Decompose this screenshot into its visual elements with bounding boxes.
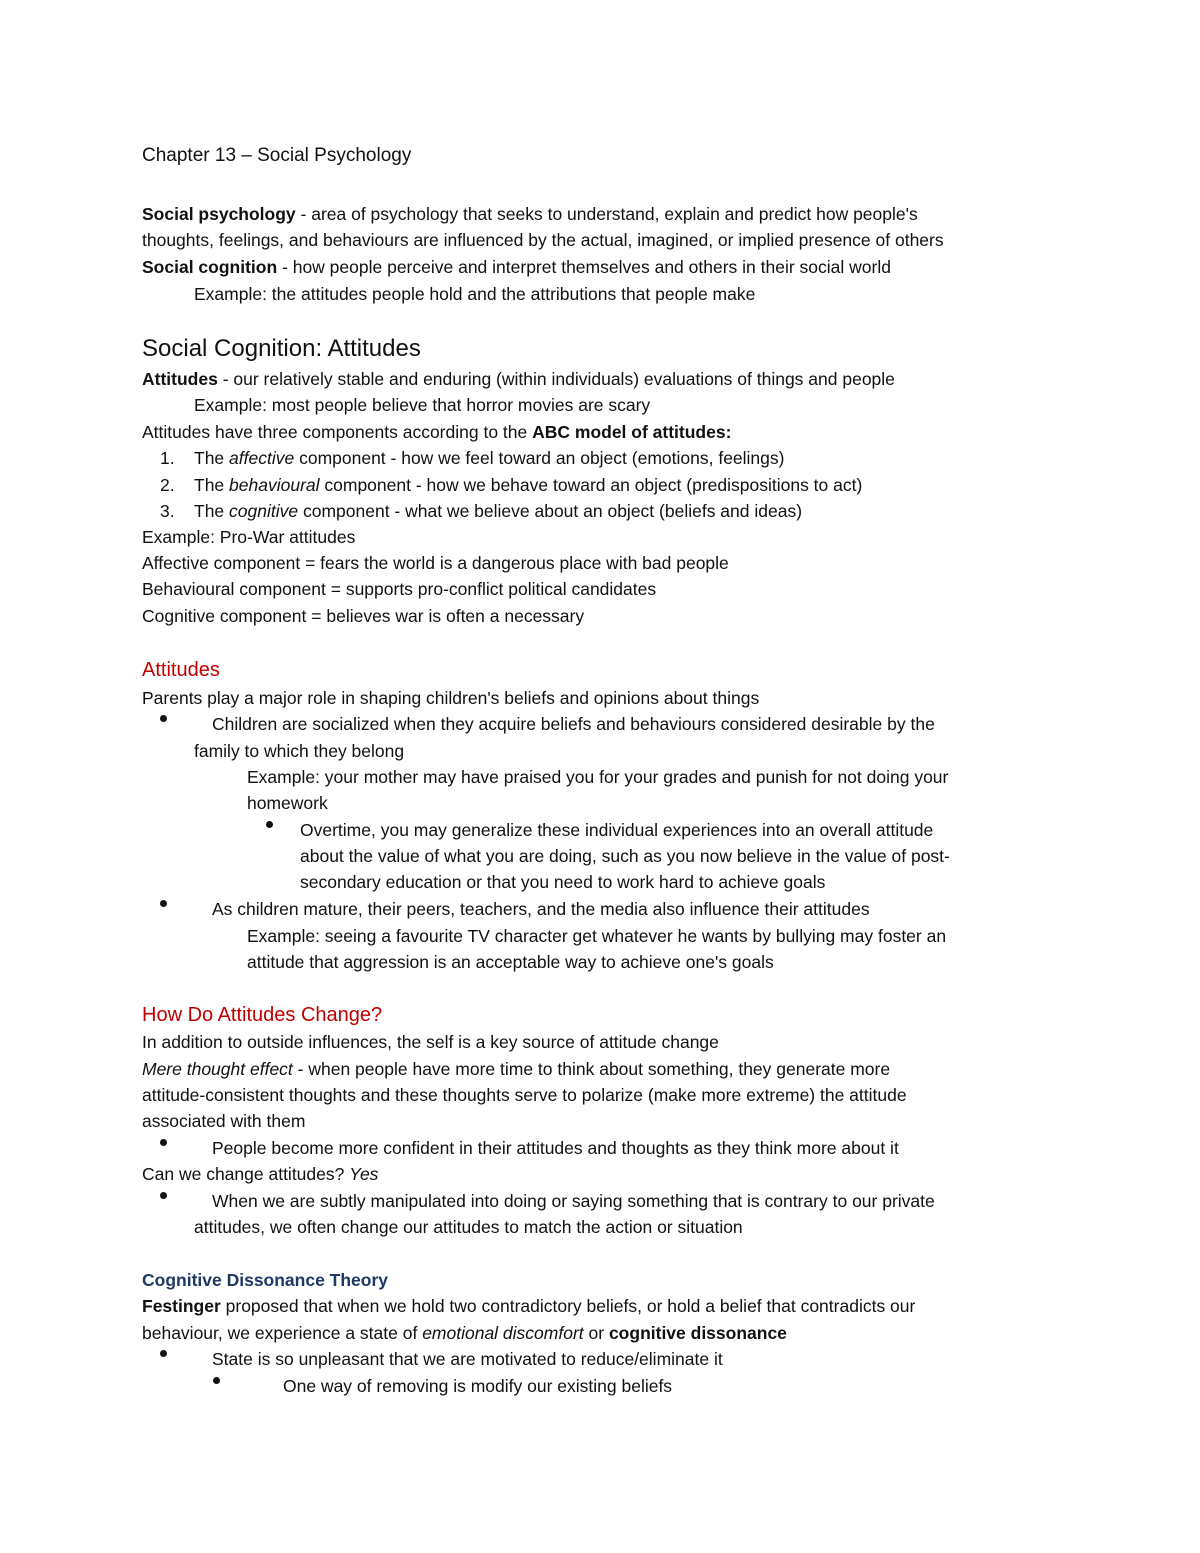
bullet-text: As children mature, their peers, teachers, and the media also influence their attitudes — [212, 899, 870, 919]
list-item — [160, 474, 175, 496]
bullet-icon — [266, 821, 273, 828]
bullet-icon — [213, 1377, 220, 1384]
sub-bullet-text: Overtime, you may generalize these individual experiences into an overall attitude — [300, 820, 934, 840]
example-text: Example: the attitudes people hold and the attributions that people make — [194, 284, 756, 304]
text: component - how we behave toward an object (predispositions to act) — [319, 475, 863, 495]
example-text: Example: your mother may have praised you for your grades and punish for not doing your — [247, 767, 949, 787]
list-item-text — [194, 500, 802, 522]
abc-intro-text: Attitudes have three components according to the — [142, 422, 533, 442]
term: Attitudes — [142, 369, 218, 389]
social-cognition-definition — [142, 256, 891, 278]
page-title: Chapter 13 – Social Psychology — [142, 145, 412, 166]
term: Mere thought effect — [142, 1059, 293, 1079]
list-number: 2. — [160, 475, 175, 495]
paragraph: In addition to outside influences, the self is a key source of attitude change — [142, 1032, 719, 1052]
bullet-icon — [160, 715, 167, 722]
list-number: 1. — [160, 448, 175, 468]
bullet-text: State is so unpleasant that we are motivated to reduce/eliminate it — [212, 1349, 723, 1369]
affective-component-line: Affective component = fears the world is a dangerous place with bad people — [142, 553, 729, 573]
text: or — [583, 1323, 609, 1343]
list-number: 3. — [160, 501, 175, 521]
list-item-text — [194, 447, 784, 469]
section-heading-social-cognition: Social Cognition: Attitudes — [142, 335, 421, 362]
abc-model-intro — [142, 421, 731, 443]
list-item — [160, 500, 175, 522]
definition-text-cont: associated with them — [142, 1111, 306, 1131]
paragraph-cont — [142, 1322, 787, 1344]
definition-text: - our relatively stable and enduring (within individuals) evaluations of things and people — [217, 369, 895, 389]
bullet-text-cont: attitudes, we often change our attitudes to match the action or situation — [194, 1217, 743, 1237]
bullet-icon — [160, 1192, 167, 1199]
sub-bullet-text-cont: about the value of what you are doing, such as you now believe in the value of post- — [300, 846, 950, 866]
text: The — [194, 475, 230, 495]
question-text: Can we change attitudes? — [142, 1164, 350, 1184]
term: Festinger — [142, 1296, 221, 1316]
example-text: Example: most people believe that horror movies are scary — [194, 395, 651, 415]
text: The — [194, 448, 230, 468]
definition-text: - when people have more time to think about something, they generate more — [292, 1059, 891, 1079]
bullet-text: When we are subtly manipulated into doing or saying something that is contrary to our private — [212, 1191, 935, 1211]
bullet-icon — [160, 900, 167, 907]
social-psychology-definition — [142, 203, 918, 225]
emphasis: emotional discomfort — [422, 1323, 584, 1343]
abc-model-term: ABC model of attitudes: — [532, 422, 732, 442]
bullet-icon — [160, 1139, 167, 1146]
text: component - what we believe about an object (beliefs and ideas) — [298, 501, 803, 521]
example-text-cont: attitude that aggression is an acceptable way to achieve one's goals — [247, 952, 774, 972]
emphasis: affective — [229, 448, 295, 468]
social-psychology-definition-cont: thoughts, feelings, and behaviours are influenced by the actual, imagined, or implied presence of others — [142, 230, 944, 250]
sub-bullet-text: One way of removing is modify our existing beliefs — [283, 1376, 673, 1396]
section-heading-attitude-change: How Do Attitudes Change? — [142, 1004, 383, 1026]
text: behaviour, we experience a state of — [142, 1323, 423, 1343]
text: component - how we feel toward an object (emotions, feelings) — [294, 448, 785, 468]
bullet-icon — [160, 1350, 167, 1357]
answer-text: Yes — [349, 1164, 379, 1184]
bullet-text-cont: family to which they belong — [194, 741, 405, 761]
example-text: Example: Pro-War attitudes — [142, 527, 356, 547]
list-item-text — [194, 474, 862, 496]
term: Social cognition — [142, 257, 278, 277]
emphasis: cognitive — [229, 501, 299, 521]
definition-text-cont: attitude-consistent thoughts and these thoughts serve to polarize (make more extreme) the attitude — [142, 1085, 907, 1105]
section-heading-attitudes: Attitudes — [142, 659, 220, 681]
paragraph — [142, 1295, 915, 1317]
definition-text: - area of psychology that seeks to understand, explain and predict how people's — [295, 204, 918, 224]
example-text: Example: seeing a favourite TV character get whatever he wants by bullying may foster an — [247, 926, 947, 946]
section-heading-cognitive-dissonance: Cognitive Dissonance Theory — [142, 1270, 389, 1290]
mere-thought-effect-definition — [142, 1058, 890, 1080]
term: cognitive dissonance — [608, 1323, 787, 1343]
attitudes-definition — [142, 368, 895, 390]
list-item — [160, 447, 175, 469]
example-text-cont: homework — [247, 793, 328, 813]
paragraph: Parents play a major role in shaping children's beliefs and opinions about things — [142, 688, 760, 708]
text: The — [194, 501, 230, 521]
term: Social psychology — [142, 204, 296, 224]
sub-bullet-text-cont: secondary education or that you need to work hard to achieve goals — [300, 872, 826, 892]
behavioural-component-line: Behavioural component = supports pro-conflict political candidates — [142, 579, 657, 599]
text: proposed that when we hold two contradictory beliefs, or hold a belief that contradicts our — [220, 1296, 916, 1316]
definition-text: - how people perceive and interpret themselves and others in their social world — [277, 257, 891, 277]
question-line — [142, 1163, 378, 1185]
bullet-text: Children are socialized when they acquire beliefs and behaviours considered desirable by the — [212, 714, 935, 734]
cognitive-component-line: Cognitive component = believes war is often a necessary — [142, 606, 585, 626]
bullet-text: People become more confident in their attitudes and thoughts as they think more about it — [212, 1138, 899, 1158]
emphasis: behavioural — [229, 475, 320, 495]
